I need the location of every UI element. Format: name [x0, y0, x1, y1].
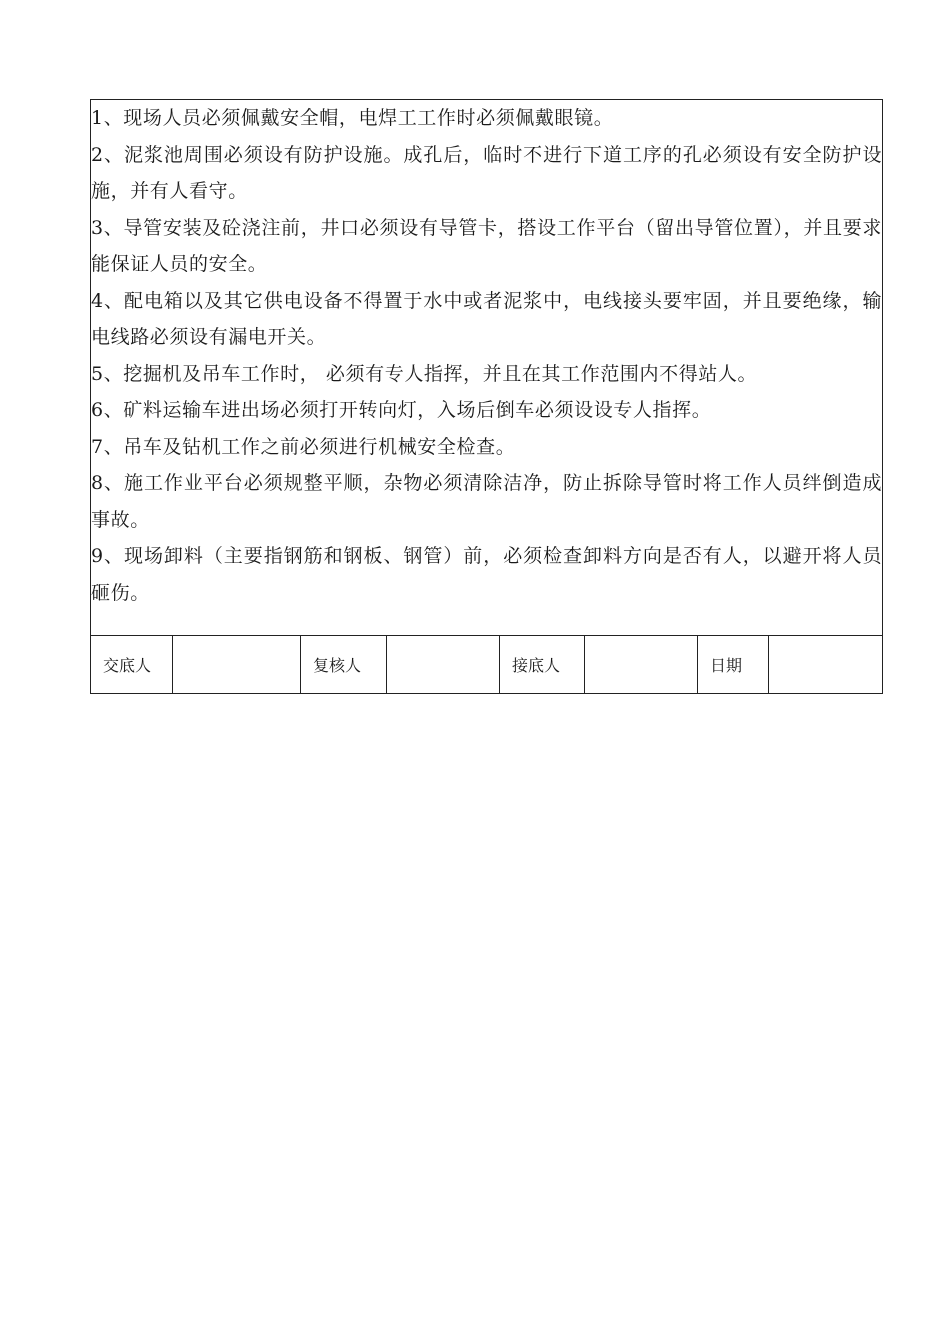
safety-item: 8、施工作业平台必须规整平顺，杂物必须清除洁净，防止拆除导管时将工作人员绊倒造成事故。 [91, 472, 883, 531]
safety-item: 5、挖掘机及吊车工作时， 必须有专人指挥，并且在其工作范围内不得站人。 [91, 362, 758, 385]
safety-item: 2、泥浆池周围必须设有防护设施。成孔后，临时不进行下道工序的孔必须设有安全防护设施，并有人看守。 [91, 143, 883, 202]
date-value [769, 636, 883, 694]
discloser-value [173, 636, 301, 694]
receiver-label: 接底人 [500, 636, 585, 694]
safety-item: 6、矿料运输车进出场必须打开转向灯，入场后倒车必须设设专人指挥。 [91, 399, 712, 421]
discloser-label: 交底人 [91, 636, 173, 694]
safety-items-cell [91, 100, 883, 636]
safety-item: 1、现场人员必须佩戴安全帽，电焊工工作时必须佩戴眼镜。 [91, 107, 614, 129]
reviewer-value [387, 636, 500, 694]
safety-item: 7、吊车及钻机工作之前必须进行机械安全检查。 [91, 435, 516, 458]
date-label: 日期 [698, 636, 769, 694]
signature-row [91, 636, 883, 694]
reviewer-label: 复核人 [301, 636, 387, 694]
safety-item: 3、导管安装及砼浇注前，井口必须设有导管卡，搭设工作平台（留出导管位置），并且要求能保证人员的安全。 [91, 216, 883, 275]
safety-disclosure-table [90, 99, 883, 694]
receiver-value [585, 636, 698, 694]
safety-item: 9、现场卸料（主要指钢筋和钢板、钢管）前，必须检查卸料方向是否有人，以避开将人员砸伤。 [91, 545, 883, 604]
safety-item: 4、配电箱以及其它供电设备不得置于水中或者泥浆中，电线接头要牢固，并且要绝缘，输电线路必须设有漏电开关。 [91, 289, 883, 348]
